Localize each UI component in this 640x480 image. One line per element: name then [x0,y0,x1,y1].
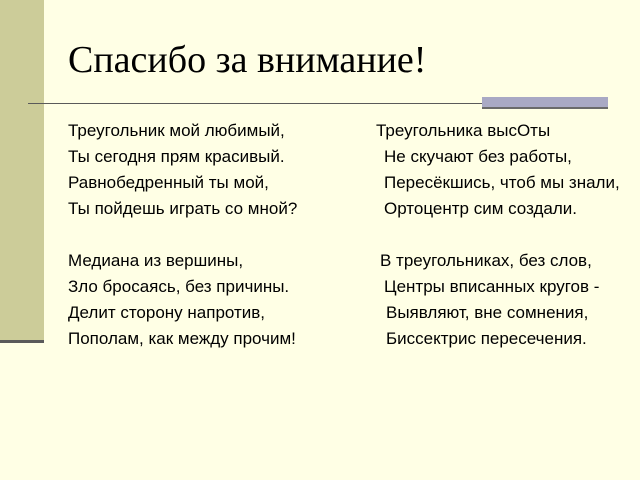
left-stanza1-line4: Ты пойдешь играть со мной? [68,199,298,218]
left-stanza2-line4: Пополам, как между прочим! [68,329,296,348]
right-stanza1-line1: Треугольника высОты [376,121,551,140]
left-stanza2-line1: Медиана из вершины, [68,251,244,270]
title-divider-block-shadow [482,107,608,109]
left-stanza2-line2: Зло бросаясь, без причины. [68,277,290,296]
right-stanza2-line1: В треугольниках, без слов, [380,251,592,270]
left-stanza1-line1: Треугольник мой любимый, [68,121,285,140]
title-divider-block [482,97,608,107]
right-stanza2-line2: Центры вписанных кругов - [384,277,600,296]
right-stanza2-line4: Биссектрис пересечения. [386,329,587,348]
decorative-left-bar-shadow [0,340,44,343]
right-stanza2-line3: Выявляют, вне сомнения, [386,303,589,322]
right-stanza1-line4: Ортоцентр сим создали. [384,199,578,218]
right-stanza1-line2: Не скучают без работы, [384,147,572,166]
right-stanza1-line3: Пересёкшись, чтоб мы знали, [384,173,620,192]
left-stanza1-line3: Равнобедренный ты мой, [68,173,269,192]
left-stanza1-line2: Ты сегодня прям красивый. [68,147,285,166]
left-stanza2-line3: Делит сторону напротив, [68,303,266,322]
slide-title: Спасибо за внимание! [68,39,427,81]
decorative-left-bar [0,0,44,340]
